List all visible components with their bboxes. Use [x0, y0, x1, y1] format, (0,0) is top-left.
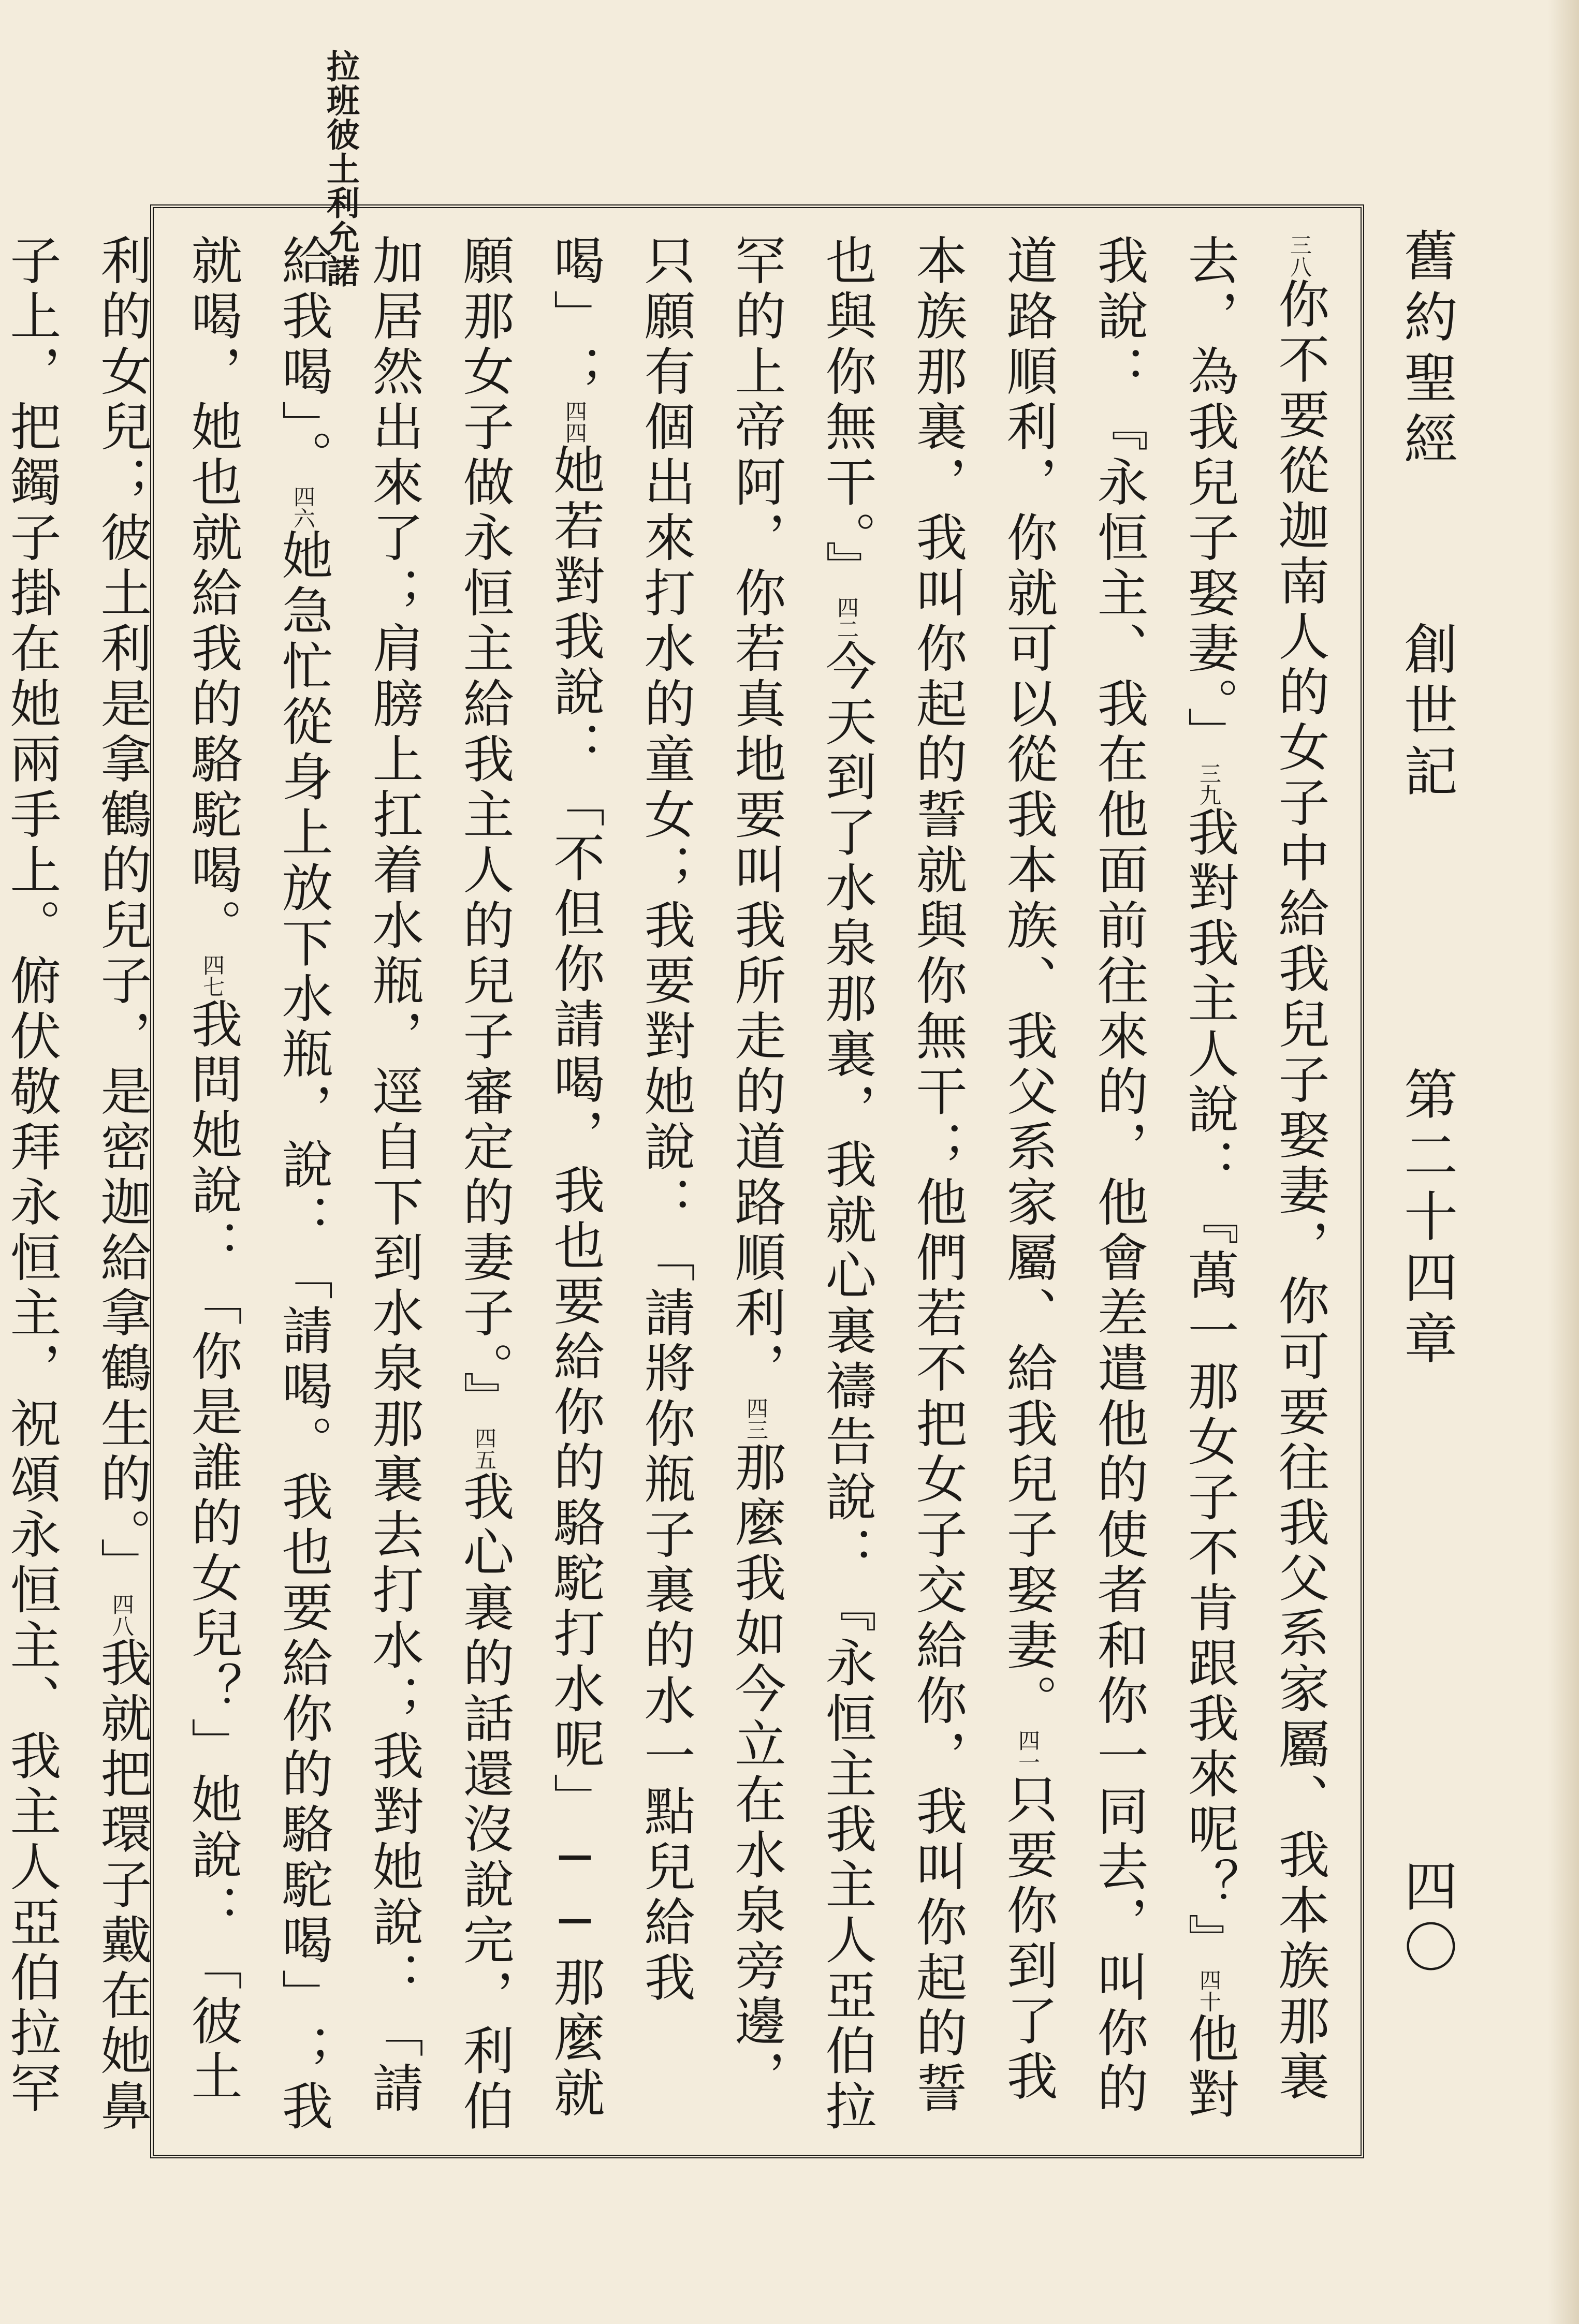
- verse-number: 四十: [1196, 1968, 1222, 2012]
- verse-number: 四七: [200, 954, 225, 997]
- verse-paragraph: [0, 234, 1345, 2139]
- verse-number: 四四: [562, 400, 588, 444]
- verse-text: 今天到了水泉那裏，我就心裏禱告說：『永恒主我主人亞伯拉罕的上帝阿，你若真地要叫我所走的道路順利，: [726, 234, 876, 2135]
- verse-number: 四六: [290, 485, 316, 529]
- verse-number: 四五: [472, 1426, 497, 1470]
- verse-text: 他對我說：『永恒主、我在他面前往來的，他會差遣他的使者和你一同去，叫你的道路順利，你就可以從我本族、我父系家屬、給我兒子娶妻。: [998, 234, 1239, 2123]
- verse-number: 四二: [834, 596, 859, 640]
- verse-text: 那麼我如今立在水泉旁邊，只願有個出來打水的童女；我要對她說：「請將你瓶子裏的水一點兒給我喝」；: [545, 234, 786, 2105]
- page-edge-stain: [1548, 0, 1579, 2324]
- section-title: 創世記: [1395, 621, 1458, 804]
- margin-note: 拉班彼土利允諾: [321, 49, 360, 288]
- chapter-title: 第二十四章: [1395, 1066, 1458, 1372]
- verse-number: 四三: [743, 1397, 769, 1440]
- running-header: [1393, 228, 1481, 2143]
- verse-text: 我心裏的話還沒說完，利伯加居然出來了；肩膀上扛着水瓶，逕自下到水泉那裏去打水；我對她說：「請給我喝」。: [273, 234, 514, 2135]
- book-title: 舊約聖經: [1395, 228, 1458, 472]
- verse-text: 她若對我說：「不但你請喝，我也要給你的駱駝打水呢」──那麼就願那女子做永恒主給我主人的兒子審定的妻子。』: [455, 234, 605, 2122]
- scripture-body: [0, 234, 1345, 2139]
- verse-number: 三九: [1196, 762, 1222, 806]
- verse-text: 我問她說：「你是誰的女兒？」她說：「彼土利的女兒；彼土利是拿鶴的兒子，是密迦給拿鶴生的。」: [92, 234, 242, 2105]
- verse-number: 四八: [109, 1593, 135, 1637]
- verse-text: 你不要從迦南人的女子中給我兒子娶妻，你可要往我父系家屬、我本族那裏去，為我兒子娶妻。」: [1179, 234, 1329, 2105]
- verse-text: 我對我主人說：『萬一那女子不肯跟我來呢？』: [1179, 805, 1239, 1969]
- text-frame: [2, 204, 1364, 2158]
- verse-number: 三八: [1287, 234, 1312, 277]
- page-number: 四〇: [1395, 1858, 1458, 1980]
- verse-text: 只要你到了我本族那裏，我叫你起的誓就與你無干；他們若不把女子交給你，我叫你起的誓也與你無干。』: [817, 234, 1058, 2117]
- verse-text: 她急忙從身上放下水瓶，說：「請喝。我也要給你的駱駝喝」；我就喝，她也就給我的駱駝喝。: [183, 234, 333, 2135]
- verse-text: 我就把環子戴在她鼻子上，把鐲子掛在她兩手上。俯伏敬拜永恒主，祝頌永恒主、我主人亞伯拉罕: [2, 234, 152, 2135]
- verse-number: 四一: [1015, 1729, 1041, 1773]
